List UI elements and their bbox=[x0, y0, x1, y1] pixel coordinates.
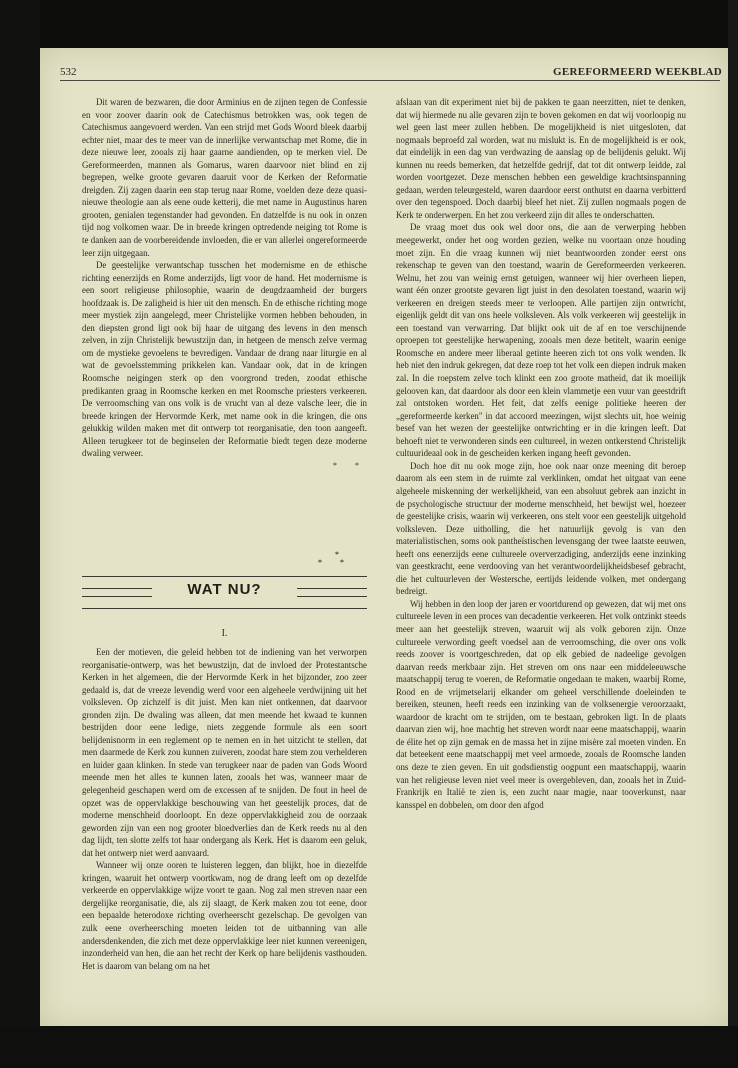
header-rule bbox=[60, 80, 720, 81]
paragraph: Wij hebben in den loop der jaren er voortdurend op gewezen, dat wij met ons cultureele leven in een proces van decadentie verkeeren. Het volk ontzinkt steeds meer aan het geestelijk streven, waaruit wij als volk geboren zijn. Onze cultureele verwording geeft voedsel aan de verroomsching, die over ons volk reeds zoover is voortgeschreden, dat op elk gebied de nadeelige gevolgen daarvan reeds merkbaar zijn. Het streven om ons naar een middeleeuwsche maatschappij terug te voeren, de Reformatie ongedaan te maken, waarbij Rome, Rood en de vrijmetselarij elkander om geheel verschillende doeleinden te bereiken, steunen, heeft reeds een inzinking van de volksenergie veroorzaakt, waardoor de kracht om te strijden, om te bestaan, gebroken ligt. In de plaats daarvan zien wij, hoe machtig het streven wordt naar eene maatschappij, waarin de élite het op zijn gemak en de massa het in zijne misère zal moeten vinden. En dat beteekent eene maatschappij met veel armoede, zooals de Roomsche landen ons deze te zien geven. En uit godsdienstig oogpunt een maatschappij, waarin van het religieuse leven niet veel meer is overgebleven, dan, zooals het in Zuid-Frankrijk en Italië te zien is, een zucht naar magie, naar tooverkunst, naar kansspel en dobbelen, om door den afgod bbox=[396, 598, 686, 810]
paragraph: De vraag moet dus ook wel door ons, die aan de verwerping hebben meegewerkt, onder het oog worden gezien, welke nu voortaan onze houding moet zijn. En die vraag kunnen wij niet beantwoorden zonder eerst ons rekenschap te geven van den toestand, waarin de Gereformeerden verkeeren. Welnu, het zou van weinig ernst getuigen, wanneer wij hier overheen liepen, want één onzer grootste gevaren ligt juist in den desolaten toestand, waarin wij verkeeren en dreigen steeds meer te verloopen. Alle partijen zijn ontwricht, eigenlijk geldt dit van ons heele volksleven. Als volk verkeeren wij geestelijk in een toestand van verwarring. Dat blijkt ook uit de af en toe verschijnende oproepen tot geestelijke herwapening, zooals men deze betitelt, waarin eenige Roomsche en andere meer liberaal getinte heeren zich tot ons volk wenden. Ik heb niet den indruk gekregen, dat deze roep tot het volk een diepen indruk maken zal. In die roepstem zelve toch klinkt een zoo groote matheid, dat ik moeilijk gelooven kan, dat daardoor als door een klein vlammetje een vuur van geestdrift zal ontstoken worden. Het feit, dat zelfs eenige politieke heeren der „gereformeerde kerken" in dat accoord meezingen, wijst slechts uit, hoe weinig besef van het wezen der geestelijke ontwrichting er in die kringen leeft. Dat behoeft niet te verwonderen sinds een cultureel, in wezen ontkerstend Christelijk cultuurideaal ook in de gescheiden kerken ingang heeft gevonden. bbox=[396, 222, 686, 459]
left-column-article-end bbox=[82, 96, 367, 472]
scan-border-bottom bbox=[0, 1026, 738, 1068]
paragraph: Doch hoe dit nu ook moge zijn, hoe ook naar onze meening dit beroep daarom als een stem in de ruimte zal verklinken, omdat het uitgaat van eene algeheele miskenning der werkelijkheid, van een absoluut gebrek aan inzicht in de psychologische structuur der moderne menschheid, het bewijst wel, hoezeer de geestelijke crisis, waarin wij verkeeren, ons stelt voor een geestelijk uitgehold volksleven. Deze uitholling, die het natuurlijk gevolg is van den materialistischen, soms ook pantheïstischen levensgang der twee laatste eeuwen, heeft ons eenerzijds eene cultureele oververzadiging, anderzijds eene inzinking van geestkracht, eene verdooving van het verantwoordelijkheidsbesef gebracht, die het cultuurleven der Westersche, eertijds leidende volken, met ondergang bedreigt. bbox=[396, 460, 686, 597]
title-rule-bottom bbox=[82, 608, 367, 609]
paragraph: Wanneer wij onze ooren te luisteren leggen, dan blijkt, hoe in diezelfde kringen, waaruit het ontwerp voortkwam, nog de drang leeft om op dezelfde verkeerde en oppervlakkige wijze voort te gaan. Nog zal men streven naar een dergelijke reorganisatie, die, als zij slaagt, de Kerk maken zou tot eene, door een bepaalde heterodoxe richting overheerscht gezelschap. De gevolgen van zulk eene overheersching moeten leiden tot de uitbanning van alle andersdenkenden, die zich met deze oppervlakkige leer niet kunnen vereenigen, inzonderheid van hen, die aan het recht der Kerk op hare belijdenis vasthouden. Het is daarom van belang om na het bbox=[82, 860, 367, 971]
running-head: GEREFORMEERD WEEKBLAD bbox=[553, 66, 722, 78]
scan-border-left bbox=[0, 0, 40, 1068]
article-title: WAT NU? bbox=[187, 581, 262, 598]
article-title-block bbox=[82, 574, 367, 614]
page-number: 532 bbox=[60, 66, 77, 78]
paragraph: Een der motieven, die geleid hebben tot de indiening van het verworpen reorganisatie-ontwerp, was het bewustzijn, dat de invloed der Protestantsche Kerken in het algemeen, die der Hervormde Kerk in het bijzonder, zoo zeer gedaald is, dat de vreeze levendig werd voor een algeheele verdwijning uit het volksleven. Op zichzelf is dit juist. Men kan niet ontkennen, dat daarvoor gronden zijn. De dwaling was alleen, dat men meende het kwaad te kunnen bestrijden door eene ledige, niets zeggende formule als een soort belijdenisnorm in een reglement op te nemen en in het uitzicht te stellen, dat men daarmede de Kerk zou kunnen zuiveren, zoodat hare stem zou verhelderen en luider gaan klinken. In stede van terugkeer naar de paden van Gods Woord meende men het alles te kunnen laten, zooals het was, wanneer maar de gelegenheid geschapen werd om de excessen af te snijden. De fout in heel de opzet was de oppervlakkige beschouwing van het geestelijk proces, dat de moderne menschheid doorloopt. En deze oppervlakkigheid zou de oorzaak geworden zijn van een nog grooter bloedverlies dan de Kerk reeds nu al den dag lijdt, ten slotte zelfs tot haar ondergang als Kerk. Het is daarom een geluk, dat het ontwerp niet werd aanvaard. bbox=[82, 647, 367, 858]
paragraph: Dit waren de bezwaren, die door Arminius en de zijnen tegen de Confessie en voor zoover daarin ook de Catechismus betrokken was, ook tegen de Catechismus aangevoerd werden. Van een strijd met Gods Woord bleek daarbij echter niet, maar des te meer van de innerlijke verwantschap met Rome, die in deze nieuwe leer, zooals zij haar gaarne aandienden, op te merken viel. De Gereformeerden, mannen als Gomarus, waren daarvoor niet blind en zij begrepen, welke groote gevaren daaruit voor de Kerken der Reformatie dreigden. Zij zagen daarin een stap terug naar Rome, voelden deze deze quasi-nieuwe theologie aan als eene oude ketterij, die met name in Augustinus haren grooten, genialen tegenstander had gevonden. En datzelfde is nu ook in onzen tijd nog volkomen waar. De in breede kringen optredende neiging tot Rome is te danken aan de voorbereidende invloeden, die er van allerlei ongereformeerde leer zijn uitgegaan. bbox=[82, 97, 367, 258]
section-stars: * * bbox=[333, 460, 367, 470]
title-rule-top bbox=[82, 576, 367, 577]
section-stars-end: * * bbox=[318, 558, 352, 567]
scan-border-right bbox=[728, 0, 738, 1068]
paragraph: afslaan van dit experiment niet bij de pakken te gaan neerzitten, niet te denken, dat wij hiermede nu alle gevaren zijn te boven gekomen en dat wij voorloopig nu wel geen last meer zullen hebben. De mogelijkheid is niet uitgesloten, dat nogmaals beproefd zal worden, wat nu mislukt is. En de mogelijkheid is er ook, dat eindelijk in een dag van verdwazing de aanslag op de belijdenis gelukt. Wij kunnen nu reeds bemerken, dat hetzelfde gedrijf, dat tot dit ontwerp leidde, zal worden voortgezet. Deze menschen hebben een geweldige krachtsinspanning gedaan, werden teleurgesteld, waren daardoor eerst onthutst en daarna verbitterd over den tegenspoed. Doch daarbij bleef het niet. Zij zullen nogmaals pogen de Kerk te onderwerpen. En het zou verkeerd zijn dit alles te onderschatten. bbox=[396, 97, 686, 220]
section-number: I. bbox=[221, 628, 228, 639]
left-column-article-start bbox=[82, 646, 367, 972]
paragraph: De geestelijke verwantschap tusschen het modernisme en de ethische richting eenerzijds en Rome anderzijds, ligt voor de hand. Het modernisme is een soort religieuse philosophie, waarin de deugdzaamheid der burgers hoofdzaak is. De zaligheid is hier uit den mensch. En de ethische richting moge meer mystiek zijn aangelegd, meer Christelijke vormen hebben behouden, in den diepsten grond ligt ook bij haar de uitgang des levens in den mensch zelven, in zijn Christelijk bewustzijn dan, in hetgeen de mensch zelve vermag om de mystieke gevoelens te bevredigen. Vandaar de drang naar liturgie en al wat de gevoelsstemming prikkelen kan. Vandaar ook, dat in de kringen Roomsche neigingen sterk op den voorgrond treden, zoodat ethische predikanten graag in Roomsche kerken en met Roomsche priesters verkeeren. De verroomsching van ons volk is de vrucht van al deze valsche leer, die in breede kringen der Hervormde Kerk, met name ook in die kringen, die ons gelukkig wilden maken met dit ontwerp tot reorganisatie, den toon aangeeft. Alleen terugkeer tot de beginselen der Reformatie biedt tegen deze moderne dwaling verweer. bbox=[82, 260, 367, 459]
section-star: * bbox=[335, 550, 339, 559]
right-column bbox=[396, 96, 686, 811]
scan-border-top bbox=[0, 0, 738, 48]
